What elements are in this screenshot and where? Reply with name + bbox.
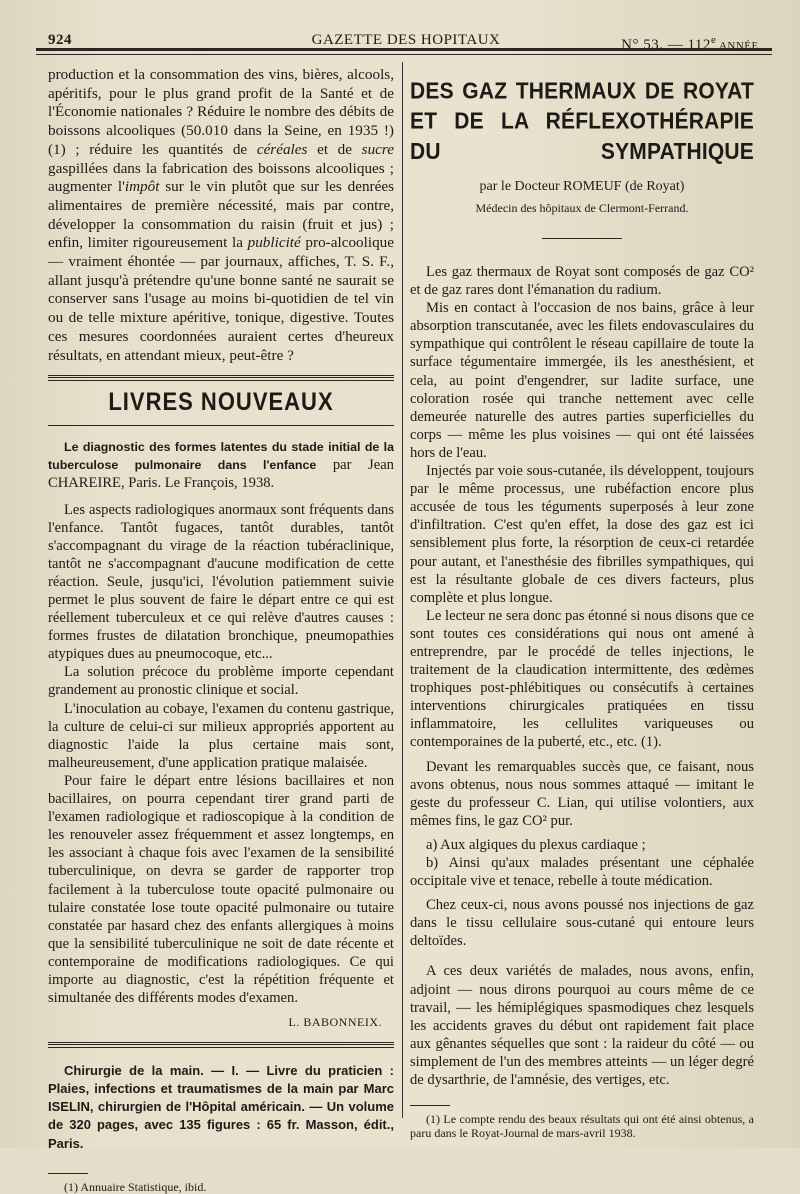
footnote-rule <box>48 1173 88 1174</box>
article-byline: par le Docteur ROMEUF (de Royat) <box>479 179 685 194</box>
separator-rule <box>48 1042 394 1048</box>
text-run: et de <box>307 140 362 158</box>
article-paragraph: Le lecteur ne sera donc pas étonné si nous disons que ce sont toutes ces considérations qui nous ont amené à entreprendre, par le procédé de telles injections, le traitement de la claudication intermittente, des œdèmes trophiques post-phlébitiques ou consécutifs à certaines interventions chirurgicales pratiquées en tissu inflammatoire, les cellulites variqueuses ou contemporaines de la puberté, etc., etc. (1). <box>410 607 754 751</box>
book-author: par Jean CHAREIRE, Paris. Le François, 1938. <box>48 457 394 492</box>
book-review-2: Chirurgie de la main. — I. — Livre du praticien : Plaies, infections et traumatismes de la main par Marc ISELIN, chirurgien de l'Hôpital américain. — Un volume de 320 pages, avec 135 figures : 65 fr. Masson, édit., Paris. <box>48 1063 394 1151</box>
section-rule-thin <box>48 425 394 426</box>
article-paragraph: Mis en contact à l'occasion de nos bains, grâce à leur absorption transcutanée, avec les filets endovasculaires du sympathique qui contrôlent le réseau capillaire de toute la surface tégumentaire immergée, ils les anesthésient, et cela, au point d'engendrer, sur ladite surface, une coloration rosée qui tranche nettement avec celle demeurée naturelle des autres parties superficielles du corps — même les plus voisines — qui ont été laissées hors de l'eau. <box>410 300 754 461</box>
footnote-rule <box>410 1105 450 1106</box>
issue-number: N° 53. — 112 <box>621 37 711 53</box>
article-paragraph: Les gaz thermaux de Royat sont composés de gaz CO² et de gaz rares dont l'émanation du radium. <box>410 264 754 299</box>
review-signature: L. BABONNEIX. <box>288 1015 382 1030</box>
article-paragraph: Injectés par voie sous-cutanée, ils développent, toujours par le même processus, une rubéfaction encore plus accusée de tous les téguments superposés à leur zone d'infiltration. C'est qu'en effet, la dose des gaz est ici sensiblement plus forte, la résorption de ceux-ci retardée pour autant, et l'anesthésie des fibrilles sympathiques, qui est la résultante globale de ces divers facteurs, plus complète et plus longue. <box>410 463 754 606</box>
text-run: sur le vin plutôt que sur les denrées alimentaires de première nécessité, mais par contre, développer la consommation du raisin (fruit et jus) ; enfin, limiter rigoureusement la <box>48 178 394 252</box>
italic-run: publicité <box>247 234 301 252</box>
column-divider <box>402 62 403 1118</box>
left-footnote: (1) Annuaire Statistique, ibid. <box>64 1179 207 1194</box>
review-paragraph: L'inoculation au cobaye, l'examen du contenu gastrique, la culture de celui-ci sur milieux appropriés apportent au diagnostic l'aide la plus certaine mais sont, malheureusement, d'une application pratique malaisée. <box>48 700 394 771</box>
italic-run: céréales <box>256 140 308 158</box>
list-item: b) Ainsi qu'aux malades présentant une céphalée occipitale vive et tenace, rebelle à toute médication. <box>410 855 754 890</box>
text-run: pro-alcoolique — vraiment éhontée — par journaux, affiches, T. S. F., allant jusqu'à prétendre qu'une bonne santé ne saurait se conserver sans l'usage au moins bi-quotidien de tel vin ou de telle mixture apéritive, tonique, digestive. Toutes ces mesures coordonnées auraient certes d'heureux résultats, en attendant mieux, peut-être ? <box>48 234 394 364</box>
left-column <box>48 66 394 1194</box>
article-affiliation: Médecin des hôpitaux de Clermont-Ferrand. <box>475 201 689 215</box>
review-paragraph: La solution précoce du problème importe cependant grandement au pronostic clinique et social. <box>48 664 394 699</box>
article-paragraph: Chez ceux-ci, nous avons poussé nos injections de gaz dans le tissu cellulaire sous-cutané qui entoure leurs deltoïdes. <box>410 897 754 950</box>
italic-run: sucre <box>361 140 394 158</box>
section-title: LIVRES NOUVEAUX <box>108 387 334 417</box>
page-number: 924 <box>48 32 72 48</box>
issue-suffix: e <box>710 34 717 46</box>
review-paragraph: Les aspects radiologiques anormaux sont fréquents dans l'enfance. Tantôt fugaces, tantôt durables, tantôt s'accompagnant du virage de la réaction tubéraclinique, tantôt ne s'accompagnant d'aucune modification de cette réaction. Seule, jusqu'ici, l'évolution patiemment suivie permet le plus souvent de faire le départ entre ce qui est réellement tuberculeux et ce qui relève d'autres causes : formes frustes de dilatation bronchique, pneumopathies atypiques dues au pneumocoque, etc... <box>48 501 394 663</box>
article-paragraph: A ces deux variétés de malades, nous avons, enfin, adjoint — nous dirons pourquoi au cours même de ce travail, — les hémiplégiques spasmodiques chez lesquels les accidents graves du début ont rapidement fait place aux gênantes séquelles que sont : la raideur du côté — ou simplement de l'un des membres atteints — un léger degré de dysarthrie, de l'amnésie, des vertiges, etc. <box>410 963 754 1089</box>
review-paragraph: Pour faire le départ entre lésions bacillaires et non bacillaires, on pourra cependant tirer grand parti de l'examen radiologique et radioscopique à la condition de les renouveler assez fréquemment et assez longtemps, en les associant à chaque fois avec l'examen de la sensibilité tuberculinique, on devra se garder de rapporter trop facilement à la tuberculose toute opacité pulmonaire ou tulaire constatée lose toute opacité pulmonaire ou tutaire constatée par hasard chez des enfants allergiques à moins que la sensibilité tuberculinique ne soit de date récente et contemporaine de modifications radiologiques. Ce qui importe au diagnostic, c'est la répétition fréquente et simultanée des différents modes d'examen. <box>48 772 394 1007</box>
text-run: production et la consommation des vins, bières, alcools, apéritifs, pour le plus grand profit de la Santé et de l'Économie nationales ? Réduire le nombre des débits de boissons alcooliques (50.010 dans la Seine, en 1935 !) (1) ; réduire les quantités de <box>48 66 394 158</box>
text-run: gaspillées dans la fabrication des boissons alcooliques ; augmenter l' <box>48 159 394 196</box>
section-rule <box>48 375 394 381</box>
right-column <box>410 66 754 1140</box>
header-rule-thin <box>36 54 772 55</box>
book-title: Le diagnostic des formes latentes du stade initial de la tuberculose pulmonaire dans l'enfance <box>48 440 394 473</box>
book-review-1 <box>48 438 394 492</box>
italic-run: impôt <box>124 178 160 196</box>
journal-title: GAZETTE DES HOPITAUX <box>311 32 501 48</box>
continuation-paragraph <box>48 66 394 365</box>
article-title: DES GAZ THERMAUX DE ROYAT ET DE LA RÉFLEXOTHÉRAPIE DU SYMPATHIQUE <box>410 78 754 165</box>
right-footnote: (1) Le compte rendu des beaux résultats qui ont été ainsi obtenus, a paru dans le Royat-Journal de mars-avril 1938. <box>410 1112 754 1141</box>
article-paragraph: Devant les remarquables succès que, ce faisant, nous avons obtenus, nous nous sommes attaqué — imitant le geste du professeur C. Lian, qui utilise volontiers, aux mêmes fins, le gaz CO² pur. <box>410 758 754 829</box>
header-rule <box>36 48 772 51</box>
issue-tail: ANNÉE. <box>716 40 762 52</box>
list-item: a) Aux algiques du plexus cardiaque ; <box>426 836 646 853</box>
short-rule <box>542 238 622 239</box>
